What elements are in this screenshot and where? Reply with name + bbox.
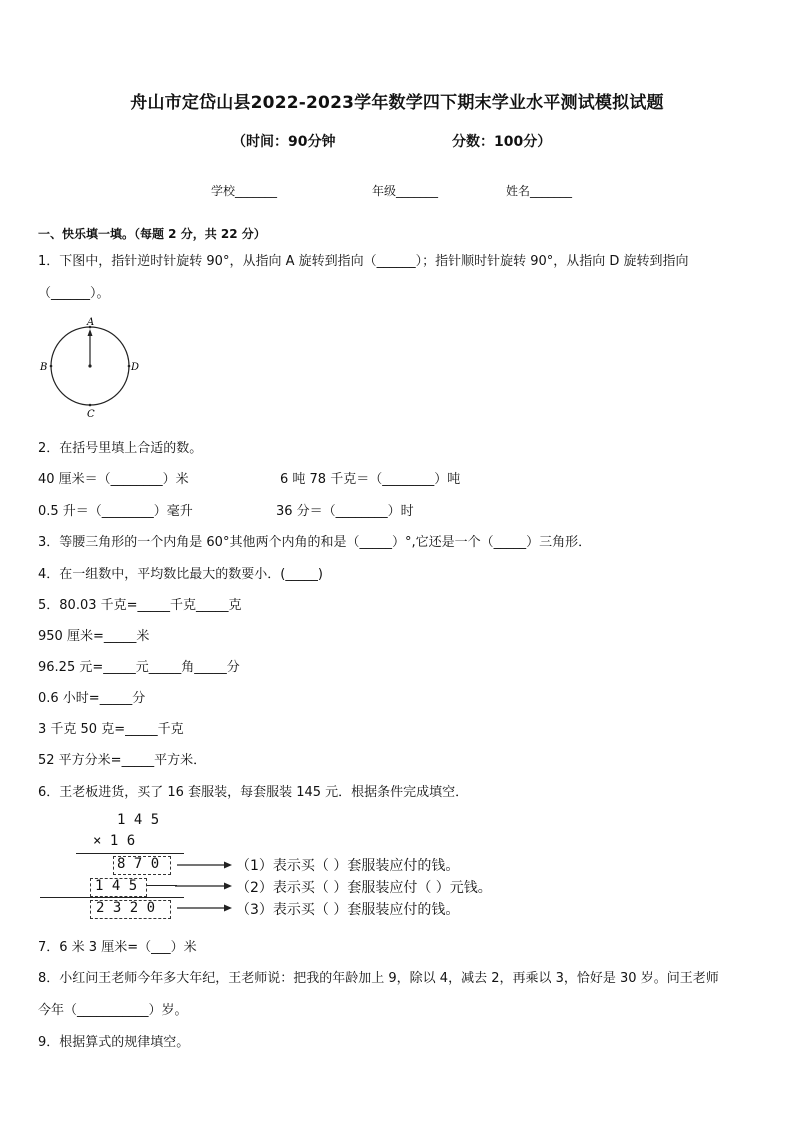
- exam-time: （时间：90分钟: [232, 134, 336, 150]
- q5-b: 950 厘米=_____米: [38, 629, 150, 644]
- multiplier: × 1 6: [93, 833, 136, 849]
- q8-line2: 今年（___________）岁。: [38, 1003, 188, 1018]
- arrowhead-2: [224, 883, 232, 890]
- q1-line1: 1．下图中，指针逆时针旋转 90°，从指向 A 旋转到指向（______）；指针顺时针旋转 90°，从指向 D 旋转到指向: [38, 254, 689, 269]
- multiplicand: 1 4 5: [117, 812, 160, 828]
- partial-product-1: 8 7 0: [117, 856, 160, 872]
- q2-c: 0.5 升＝（________）毫升: [38, 504, 193, 519]
- q2-a: 40 厘米＝（________）米: [38, 472, 189, 487]
- calc-rule-1: [76, 853, 184, 854]
- label-b: B: [40, 362, 48, 373]
- calc-desc-2: （2）表示买（ ）套服装应付（ ）元钱。: [236, 880, 492, 896]
- q9: 9．根据算式的规律填空。: [38, 1035, 190, 1050]
- q8-line1: 8．小红问王老师今年多大年纪，王老师说：把我的年龄加上 9，除以 4，减去 2，再乘以 3，恰好是 30 岁。问王老师: [38, 971, 719, 986]
- final-product: 2 3 2 0: [96, 900, 156, 916]
- label-c: C: [87, 409, 95, 420]
- q5-f: 52 平方分米=_____平方米．: [38, 753, 207, 768]
- clock-diagram: [36, 314, 146, 422]
- q3: 3．等腰三角形的一个内角是 60°其他两个内角的和是（_____）°,它还是一个（_____）三角形．: [38, 535, 592, 550]
- q2-b: 6 吨 78 千克＝（________）吨: [280, 472, 461, 487]
- pointer-arrowhead: [88, 329, 93, 336]
- label-a: A: [87, 317, 95, 328]
- section-heading: 一、快乐填一填。（每题 2 分，共 22 分）: [38, 227, 266, 241]
- school-field: 学校_______: [211, 184, 278, 198]
- q5-a: 5．80.03 千克=_____千克_____克: [38, 598, 242, 613]
- page-title: 舟山市定岱山县2022-2023学年数学四下期末学业水平测试模拟试题: [130, 93, 664, 113]
- q7: 7．6 米 3 厘米=（___）米: [38, 940, 197, 955]
- arrowhead-1: [224, 862, 232, 869]
- q4: 4．在一组数中，平均数比最大的数要小．(_____): [38, 567, 323, 582]
- name-field: 姓名_______: [506, 184, 573, 198]
- q2-intro: 2．在括号里填上合适的数。: [38, 441, 203, 456]
- q5-e: 3 千克 50 克=_____千克: [38, 722, 184, 737]
- q6-intro: 6．王老板进货，买了 16 套服装，每套服装 145 元．根据条件完成填空．: [38, 785, 469, 800]
- dial-center: [88, 364, 91, 367]
- q5-d: 0.6 小时=_____分: [38, 691, 146, 706]
- partial-product-2: 1 4 5: [95, 878, 138, 894]
- calc-desc-1: （1）表示买（ ）套服装应付的钱。: [236, 858, 460, 874]
- q5-c: 96.25 元=_____元_____角_____分: [38, 660, 240, 675]
- calc-arrows: [175, 857, 235, 917]
- arrowhead-3: [224, 905, 232, 912]
- label-d: D: [131, 362, 140, 373]
- calc-desc-3: （3）表示买（ ）套服装应付的钱。: [236, 902, 460, 918]
- q1-line2: （______）。: [38, 286, 110, 301]
- exam-score: 分数：100分）: [452, 134, 552, 150]
- calc-rule-2: [40, 897, 184, 898]
- grade-field: 年级_______: [372, 184, 439, 198]
- q2-d: 36 分＝（________）时: [276, 504, 414, 519]
